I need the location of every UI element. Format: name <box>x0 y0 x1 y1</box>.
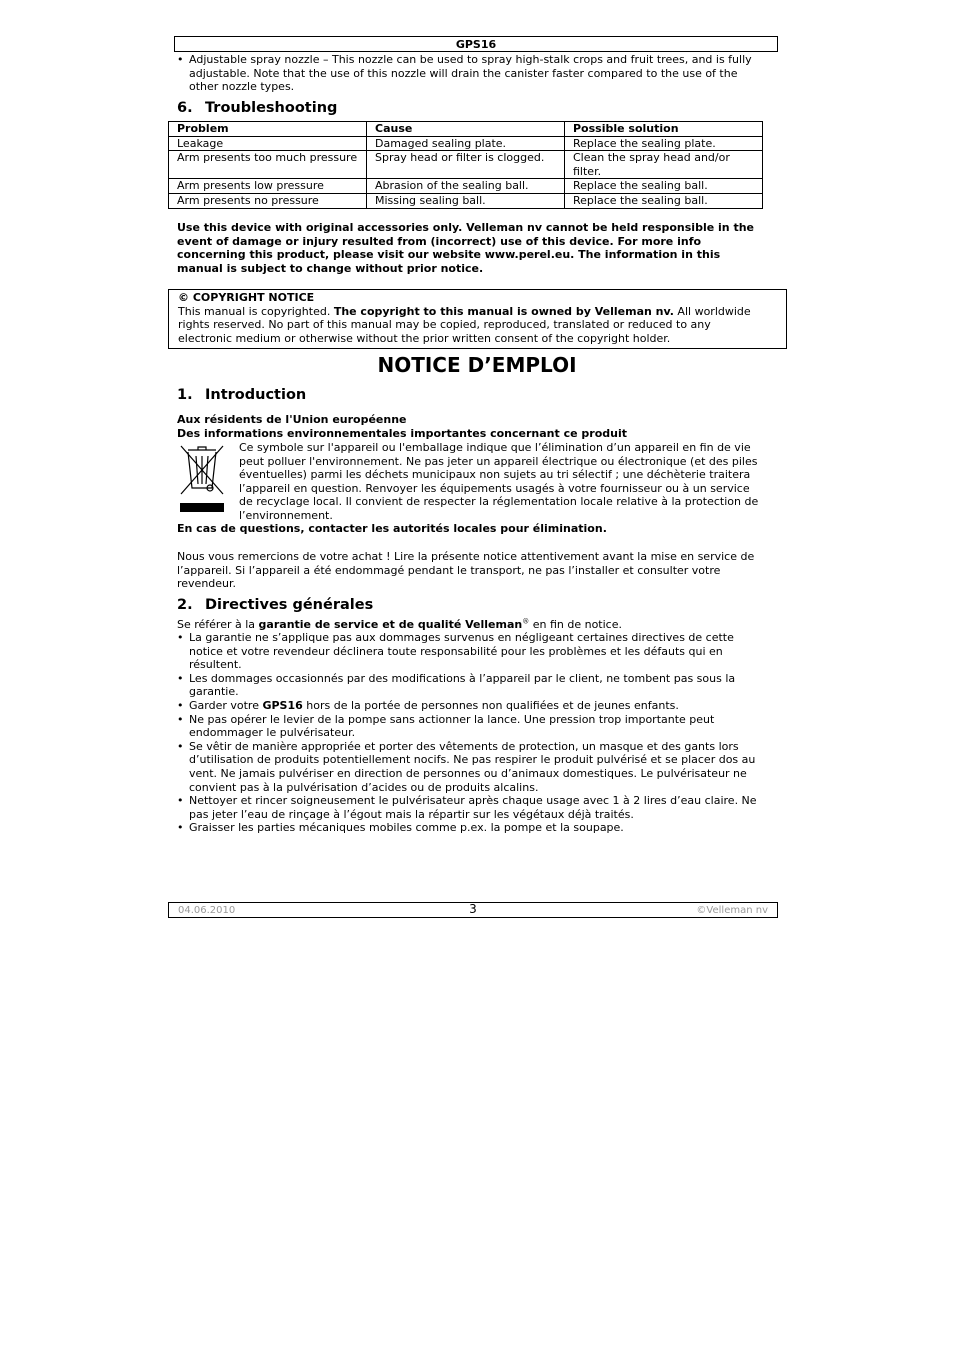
eu-residents-heading: Aux résidents de l'Union européenne <box>177 413 407 426</box>
nozzle-bullet-list <box>177 53 777 94</box>
directives-bullet-list <box>177 631 777 835</box>
troubleshooting-heading: 6. Troubleshooting <box>177 100 338 116</box>
cause-cell: Damaged sealing plate. <box>367 136 565 151</box>
column-header: Possible solution <box>565 122 763 137</box>
cause-cell: Spray head or filter is clogged. <box>367 151 565 179</box>
weee-paragraph: Ce symbole sur l'appareil ou l'emballage indique que l’élimination d’un appareil en fin de vie peut polluer l'environnement. Ne pas jeter un appareil électrique ou électronique (et des piles éventuelles) parmi les déchets municipaux non sujets au tri sélectif ; une déchèterie traitera l’appareil en question. Renvoyer les équipements usagés à votre fournisseur ou à un service de recyclage local. Il convient de respecter la réglementation locale relative à la protection de l’environnement. <box>239 441 759 522</box>
copyright-line: This manual is copyrighted. The copyright to this manual is owned by Velleman nv. All worldwide <box>178 304 751 318</box>
list-item: • Ne pas opérer le levier de la pompe sans actionner la lance. Une pression trop importante peut endommager le pulvérisateur. <box>177 713 777 740</box>
page-footer <box>168 902 778 918</box>
problem-cell: Arm presents too much pressure <box>169 151 367 179</box>
list-item: • Garder votre GPS16 hors de la portée de personnes non qualifiées et de jeunes enfants. <box>177 699 777 713</box>
problem-cell: Arm presents low pressure <box>169 179 367 194</box>
footer-brand: ©Velleman nv <box>696 905 768 916</box>
list-item: • La garantie ne s’applique pas aux dommages survenus en négligeant certaines directives de cette notice et votre revendeur déclinera toute responsabilité pour les problèmes et les défauts qui en résultent. <box>177 631 777 672</box>
notice-title: NOTICE D’EMPLOI <box>377 353 577 377</box>
list-item: • Adjustable spray nozzle – This nozzle can be used to spray high-stalk crops and fruit trees, and is fully adjustable. Note that the use of this nozzle will drain the canister faster compared to the use of the other nozzle types. <box>177 53 777 94</box>
copyright-title: © COPYRIGHT NOTICE <box>178 291 315 304</box>
thanks-paragraph: Nous vous remercions de votre achat ! Lire la présente notice attentivement avant la mise en service de l’appareil. Si l’appareil a été endommagé pendant le transport, ne pas l’installer et consulter votre revendeur. <box>177 550 755 591</box>
list-item: • Nettoyer et rincer soigneusement le pulvérisateur après chaque usage avec 1 à 2 lires d’eau claire. Ne pas jeter l’eau de rinçage à l’égout mais la répartir sur les végétaux déjà traités. <box>177 794 777 821</box>
page-number: 3 <box>469 902 477 916</box>
column-header: Problem <box>169 122 367 137</box>
table-row <box>169 151 763 179</box>
column-header: Cause <box>367 122 565 137</box>
list-item: • Se vêtir de manière appropriée et porter des vêtements de protection, un masque et des gants lors d’utilisation de produits potentiellement nocifs. Ne pas respirer le produit pulvérisé et se placer dos au vent. Ne jamais pulvériser en direction de personnes ou d’animaux domestiques. Le pulvérisateur ne convient pas à la pulvérisation d’acides ou de produits alcalins. <box>177 740 777 794</box>
table-row <box>169 193 763 208</box>
copyright-line: electronic medium or otherwise without the prior written consent of the copyright holder. <box>178 331 671 345</box>
weee-bin-icon <box>178 444 226 514</box>
solution-cell: Replace the sealing plate. <box>565 136 763 151</box>
copyright-line: rights reserved. No part of this manual may be copied, reproduced, translated or reduced to any <box>178 318 711 332</box>
disclaimer-paragraph: Use this device with original accessories only. Velleman nv cannot be held responsible in the event of damage or injury resulted from (incorrect) use of this device. For more info concerning this product, please visit our website www.perel.eu. The information in this manual is subject to change without prior notice. <box>177 221 754 275</box>
footer-date: 04.06.2010 <box>178 905 236 916</box>
warranty-reference: Se référer à la garantie de service et de qualité Velleman® en fin de notice. <box>177 617 622 631</box>
solution-cell: Replace the sealing ball. <box>565 179 763 194</box>
page-header-model: GPS16 <box>174 36 778 52</box>
environment-heading: Des informations environnementales importantes concernant ce produit <box>177 427 627 440</box>
troubleshooting-table <box>168 121 763 209</box>
cause-cell: Abrasion of the sealing ball. <box>367 179 565 194</box>
list-item: • Les dommages occasionnés par des modifications à l’appareil par le client, ne tombent pas sous la garantie. <box>177 672 777 699</box>
introduction-heading: 1. Introduction <box>177 387 307 403</box>
contact-authorities-text: En cas de questions, contacter les autorités locales pour élimination. <box>177 522 607 535</box>
directives-heading: 2. Directives générales <box>177 597 374 613</box>
list-item: • Graisser les parties mécaniques mobiles comme p.ex. la pompe et la soupape. <box>177 821 777 835</box>
table-header-row <box>169 122 763 137</box>
problem-cell: Leakage <box>169 136 367 151</box>
solution-cell: Replace the sealing ball. <box>565 193 763 208</box>
problem-cell: Arm presents no pressure <box>169 193 367 208</box>
solution-cell: Clean the spray head and/or filter. <box>565 151 763 179</box>
table-row <box>169 179 763 194</box>
table-row <box>169 136 763 151</box>
cause-cell: Missing sealing ball. <box>367 193 565 208</box>
copyright-notice-box <box>168 289 787 349</box>
